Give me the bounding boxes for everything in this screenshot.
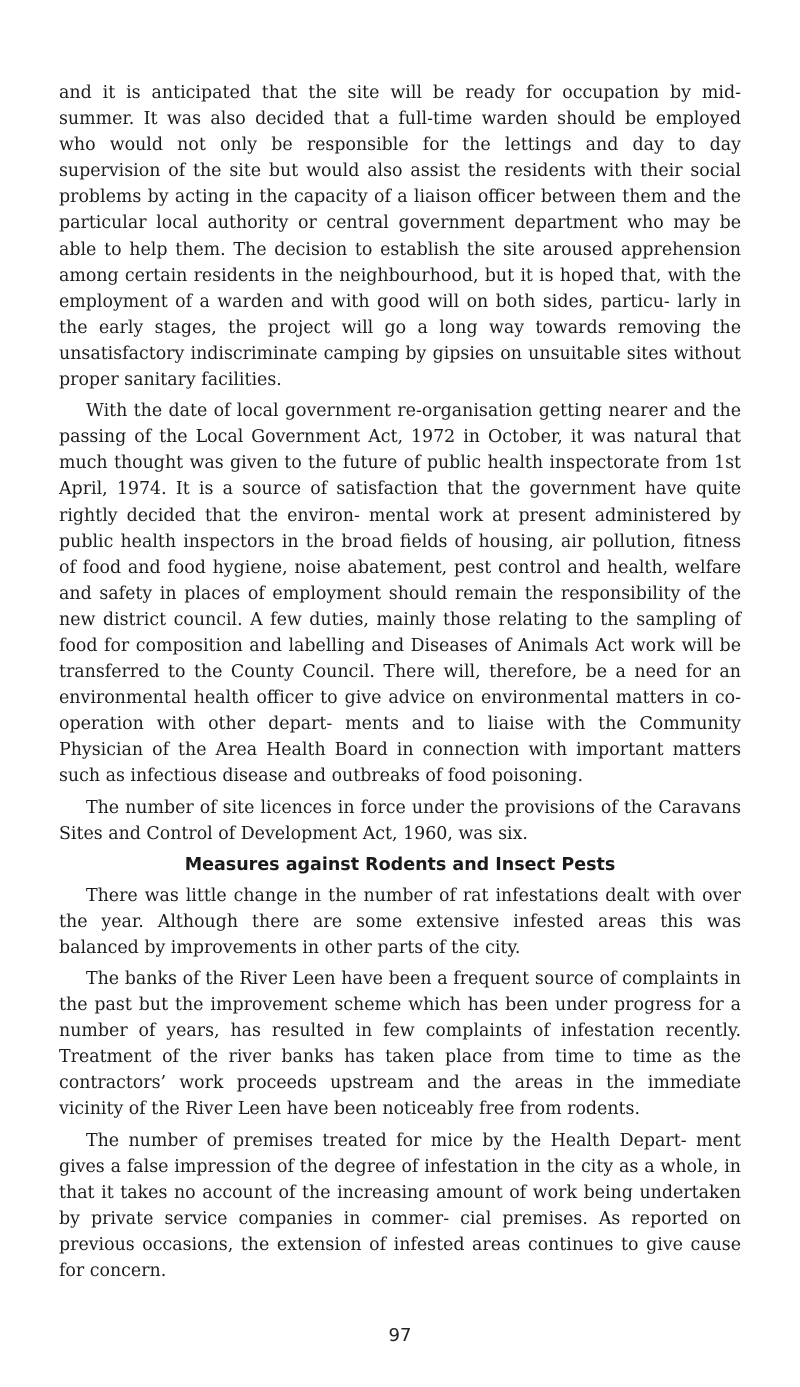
paragraph-river-leen: The banks of the River Leen have been a frequent source of complaints in the past but the improvement scheme which has been under progress for a number of years, has resulted in few complaints of infestation recently. Treatment of the river banks has taken place from time to time as the contractors’ work proceeds upstream and the areas in the immediate vicinity of the River Leen have been noticeably free from rodents. [59, 969, 741, 1120]
document-page [59, 80, 741, 1289]
paragraph-site-licences: The number of site licences in force under the provisions of the Caravans Sites and Control of Development Act, 1960, was six. [59, 797, 741, 844]
page-number: 97 [388, 1325, 412, 1346]
paragraph-rat-infestations: There was little change in the number of rat infestations dealt with over the year. Although there are some extensive infested areas this was balanced by improvements in other parts of the city. [59, 885, 741, 958]
section-heading: Measures against Rodents and Insect Pests [184, 854, 616, 875]
paragraph-reorganisation: With the date of local government re-organisation getting nearer and the passing of the Local Government Act, 1972 in October, it was natural that much thought was given to the future of public health inspectorate from 1st April, 1974. It is a source of satisfaction that the government have quite rightly decided that the environ- mental work at present administered by public health inspectors in the broad fields of housing, air pollution, fitness of food and food hygiene, noise abatement, pest control and health, welfare and safety in places of employment should remain the responsibility of the new district council. A few duties, mainly those relating to the sampling of food for composition and labelling and Diseases of Animals Act work will be transferred to the County Council. There will, therefore, be a need for an environmental health officer to give advice on environmental matters in co-operation with other depart- ments and to liaise with the Community Physician of the Area Health Board in connection with important matters such as infectious disease and outbreaks of food poisoning. [59, 401, 741, 787]
paragraph-mice-premises: The number of premises treated for mice by the Health Depart- ment gives a false impression of the degree of infestation in the city as a whole, in that it takes no account of the increasing amount of work being undertaken by private service companies in commer- cial premises. As reported on previous occasions, the extension of infested areas continues to give cause for concern. [59, 1130, 741, 1282]
paragraph-gipsy-site: and it is anticipated that the site will be ready for occupation by mid-summer. It was also decided that a full-time warden should be employed who would not only be responsible for the lettings and day to day supervision of the site but would also assist the residents with their social problems by acting in the capacity of a liaison officer between them and the particular local authority or central government department who may be able to help them. The decision to establish the site aroused apprehension among certain residents in the neighbourhood, but it is hoped that, with the employment of a warden and with good will on both sides, particu- larly in the early stages, the project will go a long way towards removing the unsatisfactory indiscriminate camping by gipsies on unsuitable sites without proper sanitary facilities. [59, 83, 741, 391]
